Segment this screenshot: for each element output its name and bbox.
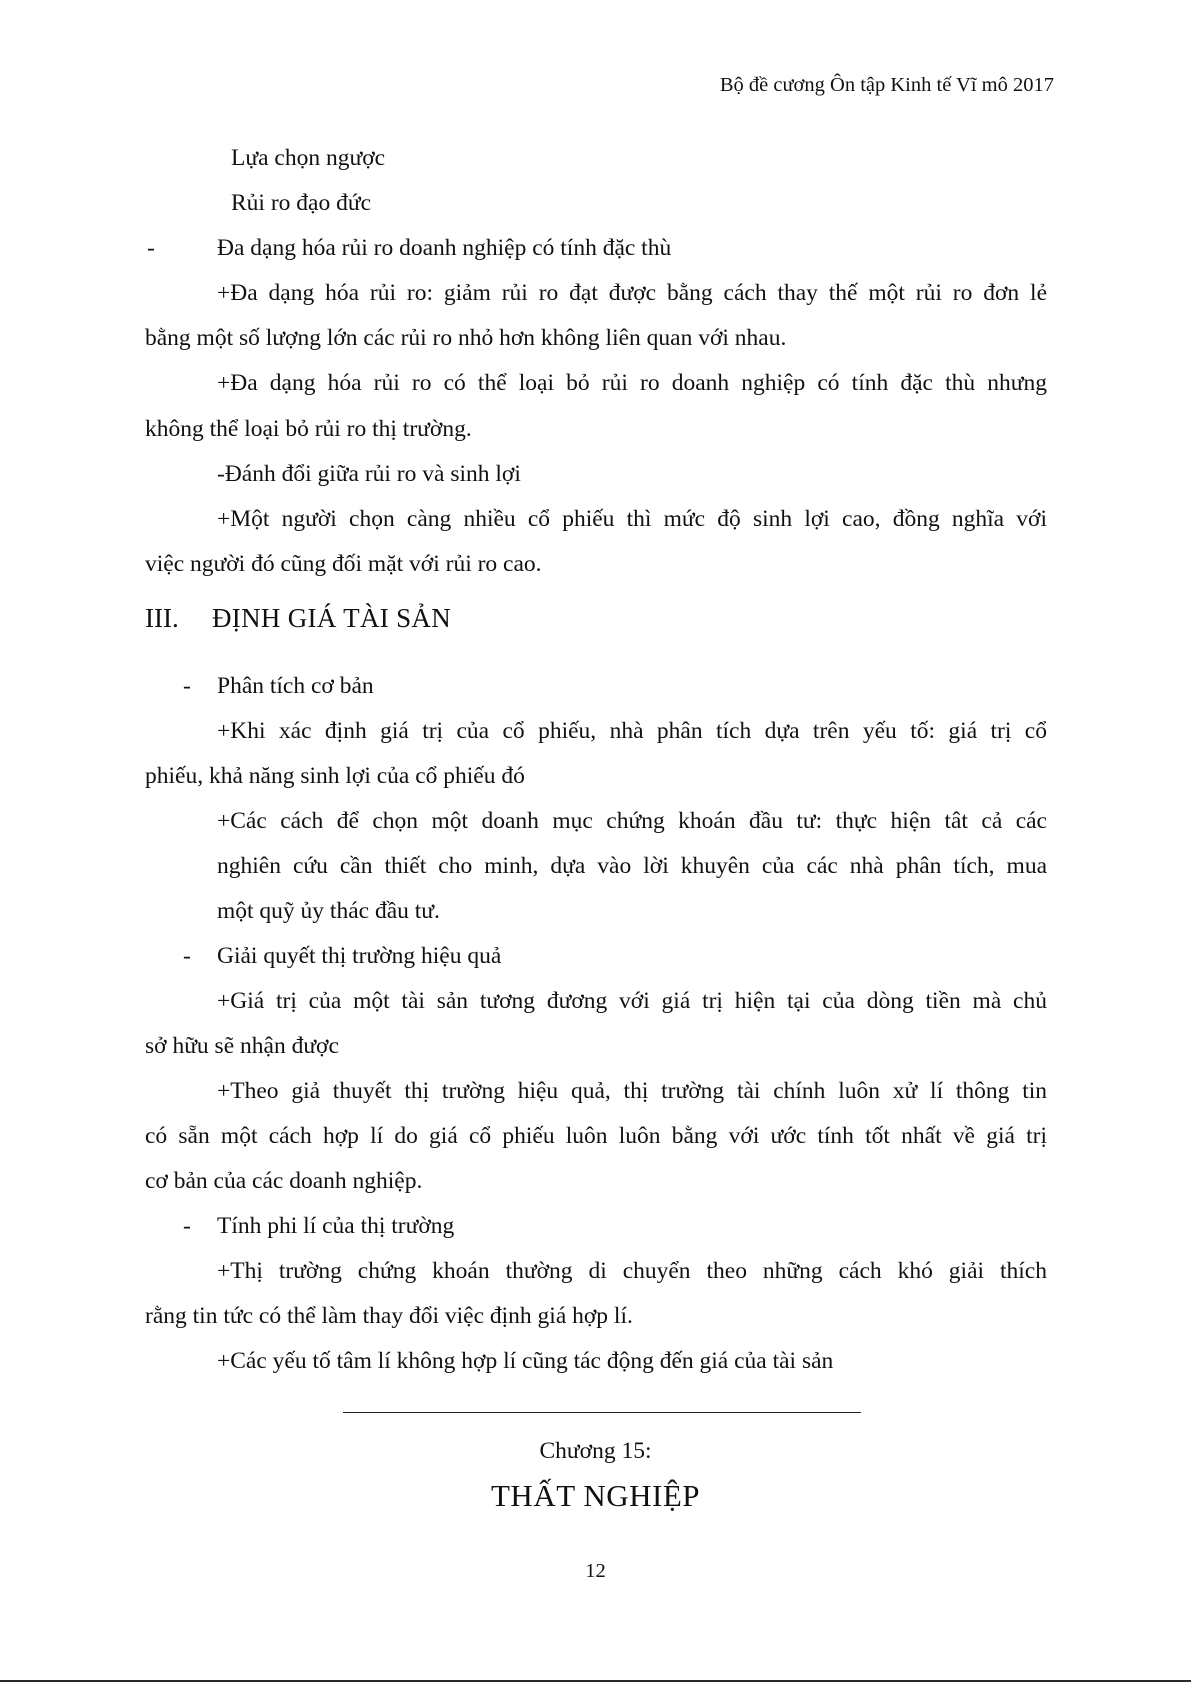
paragraph-line: bằng một số lượng lớn các rủi ro nhỏ hơn không liên quan với nhau. [145, 325, 787, 351]
page-number: 12 [585, 1560, 606, 1582]
list-dash: - [183, 1213, 191, 1239]
text-line: Lựa chọn ngược [231, 145, 386, 171]
paragraph-line: nghiên cứu cần thiết cho minh, dựa vào lời khuyên của các nhà phân tích, mua [217, 853, 1047, 879]
list-item: Tính phi lí của thị trường [217, 1213, 455, 1239]
paragraph-line: +Thị trường chứng khoán thường di chuyển theo những cách khó giải thích [217, 1258, 1047, 1284]
paragraph-line: việc người đó cũng đối mặt với rủi ro cao. [145, 551, 542, 577]
list-dash: - [183, 673, 191, 699]
paragraph-line: cơ bản của các doanh nghiệp. [145, 1168, 423, 1194]
chapter-label: Chương 15: [539, 1438, 652, 1464]
paragraph-line: +Khi xác định giá trị của cổ phiếu, nhà phân tích dựa trên yếu tố: giá trị cổ [217, 718, 1047, 744]
paragraph-line: +Giá trị của một tài sản tương đương với giá trị hiện tại của dòng tiền mà chủ [217, 988, 1047, 1014]
scan-edge-line [0, 1678, 1191, 1685]
paragraph-line: +Một người chọn càng nhiều cổ phiếu thì mức độ sinh lợi cao, đồng nghĩa với [217, 506, 1047, 532]
list-item: Giải quyết thị trường hiệu quả [217, 943, 502, 969]
paragraph-line: +Đa dạng hóa rủi ro có thể loại bỏ rủi ro doanh nghiệp có tính đặc thù nhưng [217, 370, 1047, 396]
paragraph-line: phiếu, khả năng sinh lợi của cổ phiếu đó [145, 763, 525, 789]
list-item: Đa dạng hóa rủi ro doanh nghiệp có tính đặc thù [217, 235, 672, 261]
text-line: Rủi ro đạo đức [231, 190, 372, 216]
paragraph-line: +Đa dạng hóa rủi ro: giảm rủi ro đạt được bằng cách thay thế một rủi ro đơn lẻ [217, 280, 1047, 306]
paragraph-line: +Các yếu tố tâm lí không hợp lí cũng tác động đến giá của tài sản [217, 1348, 834, 1374]
list-dash: - [183, 943, 191, 969]
running-header: Bộ đề cương Ôn tập Kinh tế Vĩ mô 2017 [719, 74, 1054, 96]
chapter-title: THẤT NGHIỆP [491, 1478, 700, 1513]
section-title: ĐỊNH GIÁ TÀI SẢN [212, 603, 452, 633]
paragraph-line: sở hữu sẽ nhận được [145, 1033, 339, 1059]
list-dash: - [147, 235, 155, 261]
paragraph-line: +Các cách để chọn một doanh mục chứng khoán đầu tư: thực hiện tât cả các [217, 808, 1047, 834]
paragraph-line: +Theo giả thuyết thị trường hiệu quả, thị trường tài chính luôn xử lí thông tin [217, 1078, 1047, 1104]
section-number: III. [145, 603, 179, 633]
paragraph-line: có sẵn một cách hợp lí do giá cổ phiếu luôn luôn bằng với ước tính tốt nhất về giá trị [145, 1123, 1047, 1149]
paragraph-line: -Đánh đổi giữa rủi ro và sinh lợi [217, 461, 521, 487]
paragraph-line: không thể loại bỏ rủi ro thị trường. [145, 416, 472, 442]
list-item: Phân tích cơ bản [217, 673, 374, 699]
divider-rule [343, 1412, 861, 1413]
paragraph-line: một quỹ ủy thác đầu tư. [217, 898, 440, 924]
paragraph-line: rằng tin tức có thể làm thay đổi việc định giá hợp lí. [145, 1303, 633, 1329]
